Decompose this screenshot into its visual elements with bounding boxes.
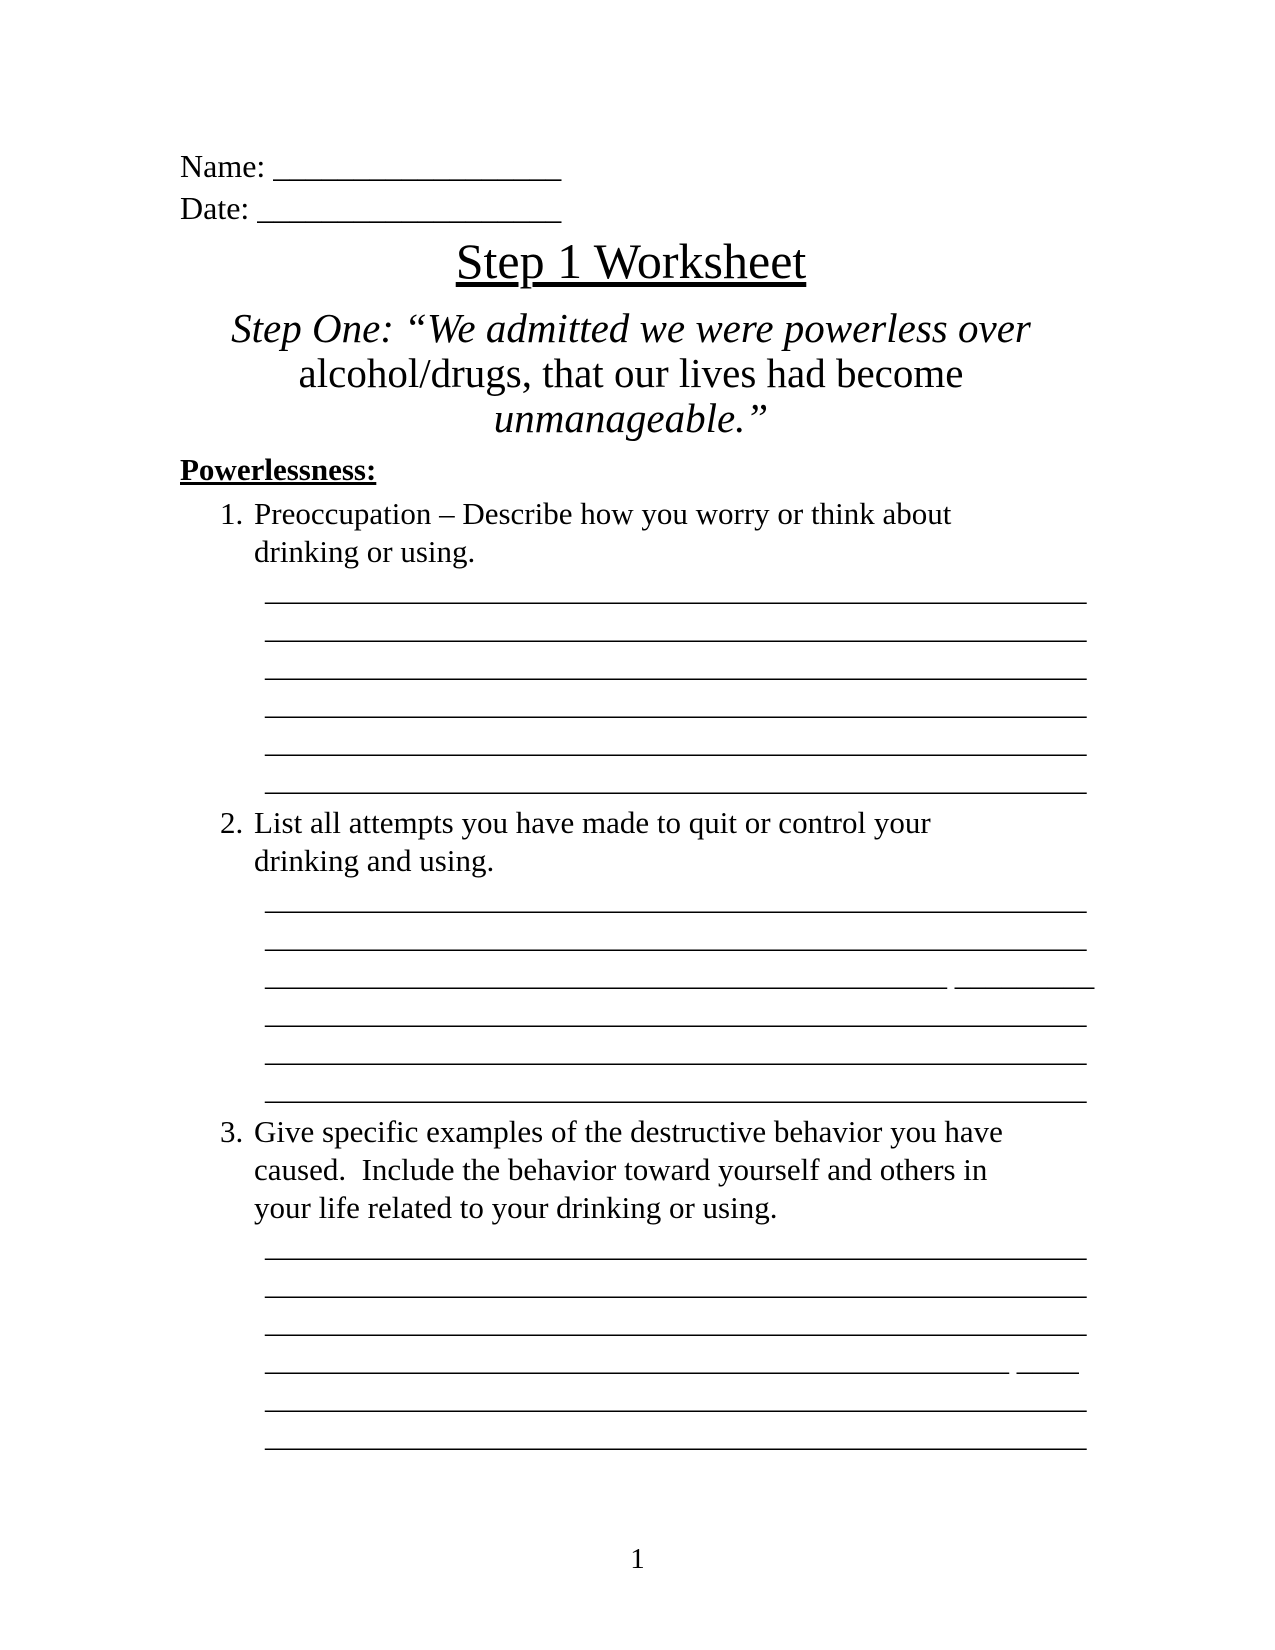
name-label: Name: [180, 148, 266, 184]
answer-blank-line[interactable]: _____________________________________________________ [265, 1418, 1087, 1453]
answer-blank-line[interactable]: _____________________________________________________ [265, 724, 1087, 759]
question-list [180, 495, 1095, 1455]
answer-blank-line[interactable]: _____________________________________________________ [265, 1304, 1087, 1339]
date-field [180, 187, 1082, 229]
answer-blank-line[interactable]: _____________________________________________________ [265, 1228, 1087, 1263]
question-2-answer-lines [265, 880, 1095, 1108]
question-1-answer-lines [265, 571, 1087, 799]
powerlessness-heading: Powerlessness: [180, 452, 377, 487]
question-3-text: Give specific examples of the destructive behavior you have caused. Include the behavior toward yourself and others in your life related to your drinking or using. [254, 1114, 1003, 1225]
question-3-number: 3. [220, 1114, 244, 1149]
answer-blank-line[interactable]: _____________________________________________________ [265, 881, 1087, 916]
question-3-answer-lines [265, 1227, 1087, 1455]
page-number: 1 [630, 1543, 645, 1575]
name-field [180, 145, 1082, 187]
answer-blank-line[interactable]: _____________________________________________________ [265, 919, 1087, 954]
answer-blank-line[interactable]: _____________________________________________________ [265, 1380, 1087, 1415]
answer-blank-line[interactable]: _____________________________________________________ [265, 1071, 1087, 1106]
quote-line-1: Step One: “We admitted we were powerless over [231, 305, 1031, 351]
date-blank-line[interactable]: ___________________ [257, 190, 562, 226]
answer-blank-line[interactable]: _____________________________________________________ [265, 762, 1087, 797]
answer-blank-line[interactable]: ____________________________________________ _________ [265, 957, 1095, 992]
answer-blank-line[interactable]: _____________________________________________________ [265, 995, 1087, 1030]
answer-blank-line[interactable]: _____________________________________________________ [265, 610, 1087, 645]
question-1-number: 1. [220, 496, 244, 531]
question-item-1 [180, 495, 1087, 799]
answer-blank-line[interactable]: _____________________________________________________ [265, 686, 1087, 721]
quote-line-2: alcohol/drugs, that our lives had become [298, 350, 964, 396]
answer-blank-line[interactable]: _____________________________________________________ [265, 1266, 1087, 1301]
page-title: Step 1 Worksheet [455, 233, 807, 289]
step-one-quote [180, 306, 1082, 441]
question-item-2 [180, 804, 1095, 1108]
answer-blank-line[interactable]: _____________________________________________________ [265, 1033, 1087, 1068]
question-2-number: 2. [220, 805, 244, 840]
name-blank-line[interactable]: __________________ [273, 148, 562, 184]
question-1-text: Preoccupation – Describe how you worry or think about drinking or using. [254, 496, 952, 569]
answer-blank-line[interactable]: _____________________________________________________ [265, 572, 1087, 607]
date-label: Date: [180, 190, 250, 226]
answer-blank-line[interactable]: ________________________________________________ ____ [265, 1342, 1079, 1377]
question-item-3 [180, 1113, 1087, 1455]
question-2-text: List all attempts you have made to quit or control your drinking and using. [254, 805, 931, 878]
answer-blank-line[interactable]: _____________________________________________________ [265, 648, 1087, 683]
quote-line-3: unmanageable.” [493, 395, 769, 441]
